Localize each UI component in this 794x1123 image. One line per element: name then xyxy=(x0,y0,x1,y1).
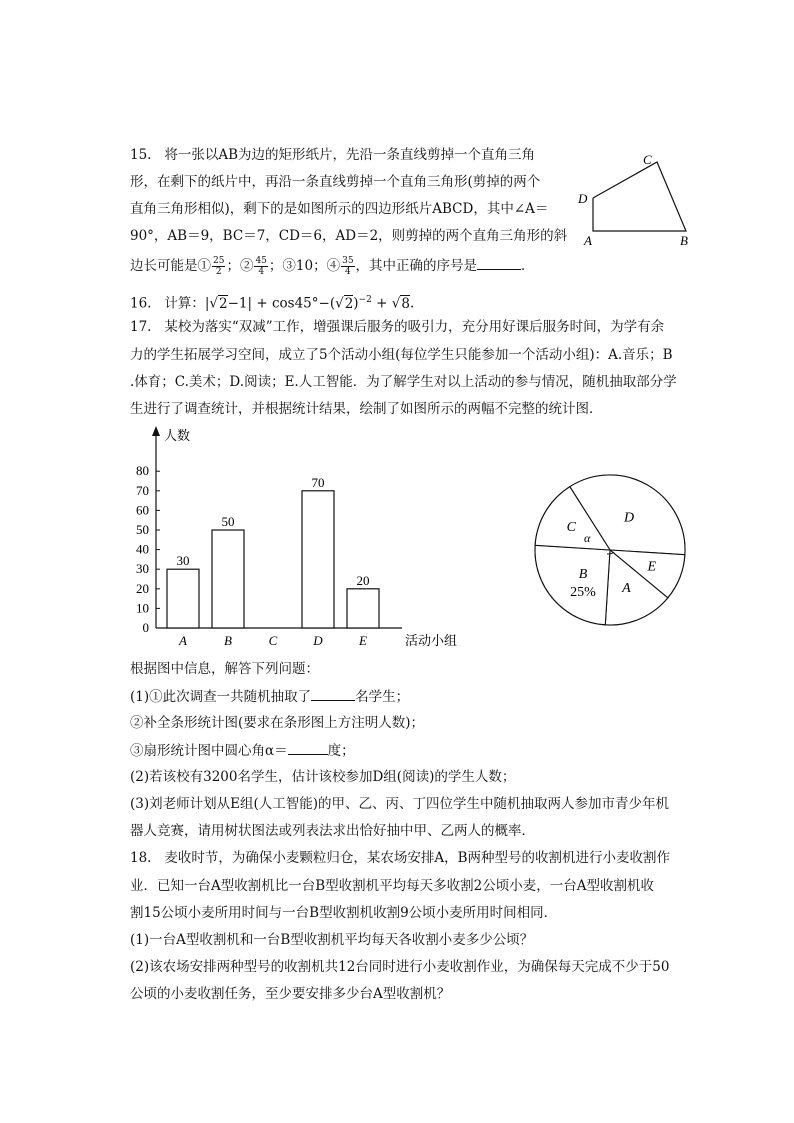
pie-chart xyxy=(525,470,695,640)
bar-d xyxy=(302,491,334,628)
q18-line-2: 业．已知一台A型收割机比一台B型收割机平均每天多收割2公顷小麦，一台A型收割机收 xyxy=(130,878,655,894)
label-c: C xyxy=(643,152,652,167)
q15-line-1: 15. 将一张以AB为边的矩形纸片，先沿一条直线剪掉一个直角三角 xyxy=(130,147,536,163)
q17-intro: 根据图中信息，解答下列问题： xyxy=(130,661,319,677)
q15-line-3: 直角三角形相似)，剩下的是如图所示的四边形纸片ABCD，其中∠A＝ xyxy=(130,201,549,217)
q15-line-2: 形，在剩下的纸片中，再沿一条直线剪掉一个直角三角形(剪掉的两个 xyxy=(130,174,541,190)
y-tick-label: 0 xyxy=(142,620,149,635)
q17-sub1c: ③扇形统计图中圆心角α＝ 度； xyxy=(130,740,355,761)
y-axis-arrow xyxy=(152,426,160,436)
alpha-label: α xyxy=(584,531,591,545)
q18-line-3: 割15公顷小麦所用时间与一台B型收割机收割9公顷小麦所用时间相同． xyxy=(130,905,558,921)
y-tick-label: 20 xyxy=(136,580,149,596)
bar-value-label: 30 xyxy=(176,553,190,569)
q15-line-4: 90°，AB＝9，BC＝7，CD＝6，AD＝2，则剪掉的两个直角三角形的斜 xyxy=(130,228,568,244)
answer-blank[interactable] xyxy=(311,686,355,701)
y-tick-label: 10 xyxy=(136,600,149,616)
q17-line-4: 生进行了调查统计，并根据统计结果，绘制了如图所示的两幅不完整的统计图． xyxy=(130,401,603,417)
bar-value-label: 50 xyxy=(221,514,235,529)
bar-value-label: 70 xyxy=(311,474,325,490)
y-tick-label: 60 xyxy=(136,502,149,518)
y-tick-label: 50 xyxy=(136,522,149,537)
pie-label-e: E xyxy=(647,559,657,575)
y-tick-label: 30 xyxy=(136,561,149,577)
bar-a xyxy=(167,569,199,628)
q17-sub2: (2)若该校有3200名学生，估计该校参加D组(阅读)的学生人数； xyxy=(130,769,516,785)
q18-sub1: (1)一台A型收割机和一台B型收割机平均每天各收割小麦多少公顷？ xyxy=(130,932,534,948)
x-tick-label: E xyxy=(359,633,367,648)
q15-line-5: 边长可能是① $\frac{25}{2}$ ；② $\frac{45}{4}$ ；③10；④ $\frac{35}{4}$ ，其中正确的序号是 ． xyxy=(130,256,535,277)
pie-label-d: D xyxy=(624,510,635,526)
bar-value-label: 20 xyxy=(356,572,370,588)
q18-sub2-line1: (2)该农场安排两种型号的收割机共12台同时进行小麦收割作业，为确保每天完成不少于50 xyxy=(130,959,670,975)
label-b: B xyxy=(680,233,688,248)
label-a: A xyxy=(584,233,592,248)
y-axis-label: 人数 xyxy=(164,428,191,443)
y-tick-label: 70 xyxy=(136,482,149,498)
pie-label-c: C xyxy=(566,520,576,536)
y-tick-label: 40 xyxy=(136,541,149,557)
q17-line-2: 力的学生拓展学习空间，成立了5个活动小组(每位学生只能参加一个活动小组)：A.音乐；B xyxy=(130,347,673,363)
pie-label-a: A xyxy=(622,580,631,596)
answer-blank[interactable] xyxy=(477,255,521,270)
q17-sub3-line2: 器人竞赛，请用树状图法或列表法求出恰好抽中甲、乙两人的概率． xyxy=(130,823,535,839)
pie-percent-label: 25% xyxy=(570,584,596,600)
q17-line-3: .体育；C.美术；D.阅读；E.人工智能．为了解学生对以上活动的参与情况，随机抽取部分学 xyxy=(130,374,677,390)
x-axis-label: 活动小组 xyxy=(405,633,458,648)
bar-b xyxy=(212,530,244,628)
pie-label-b: B xyxy=(578,566,588,582)
fraction-35-4: $\frac{35}{4}$ xyxy=(342,256,354,277)
x-tick-label: C xyxy=(268,633,278,648)
fraction-25-2: $\frac{25}{2}$ xyxy=(213,256,225,277)
q18-line-1: 18. 麦收时节，为确保小麦颗粒归仓，某农场安排A，B两种型号的收割机进行小麦收割作 xyxy=(130,850,671,866)
quadrilateral-figure xyxy=(575,148,700,250)
answer-blank[interactable] xyxy=(288,740,328,755)
bar-chart xyxy=(120,420,480,660)
x-tick-label: B xyxy=(224,633,232,648)
x-tick-label: A xyxy=(179,633,187,648)
q18-sub2-line2: 公顷的小麦收割任务，至少要安排多少台A型收割机？ xyxy=(130,986,451,1002)
bar-e xyxy=(347,589,379,628)
q16-line: 16. 计算：$|√2-1| + \cos 45^\circ-(√2)^{-2} + √8$. xyxy=(130,295,415,312)
q17-sub3-line1: (3)刘老师计划从E组(人工智能)的甲、乙、丙、丁四位学生中随机抽取两人参加市青少年机 xyxy=(130,796,670,812)
label-d: D xyxy=(578,191,588,206)
x-tick-label: D xyxy=(313,633,323,648)
fraction-45-4: $\frac{45}{4}$ xyxy=(255,256,267,277)
q17-sub1b: ②补全条形统计图(要求在条形图上方注明人数)； xyxy=(130,715,425,731)
q17-line-1: 17. 某校为落实“双减”工作，增强课后服务的吸引力，充分用好课后服务时间，为学有余 xyxy=(130,319,665,335)
q17-sub1a: (1)①此次调查一共随机抽取了 名学生； xyxy=(130,686,409,707)
y-tick-label: 80 xyxy=(136,463,149,479)
